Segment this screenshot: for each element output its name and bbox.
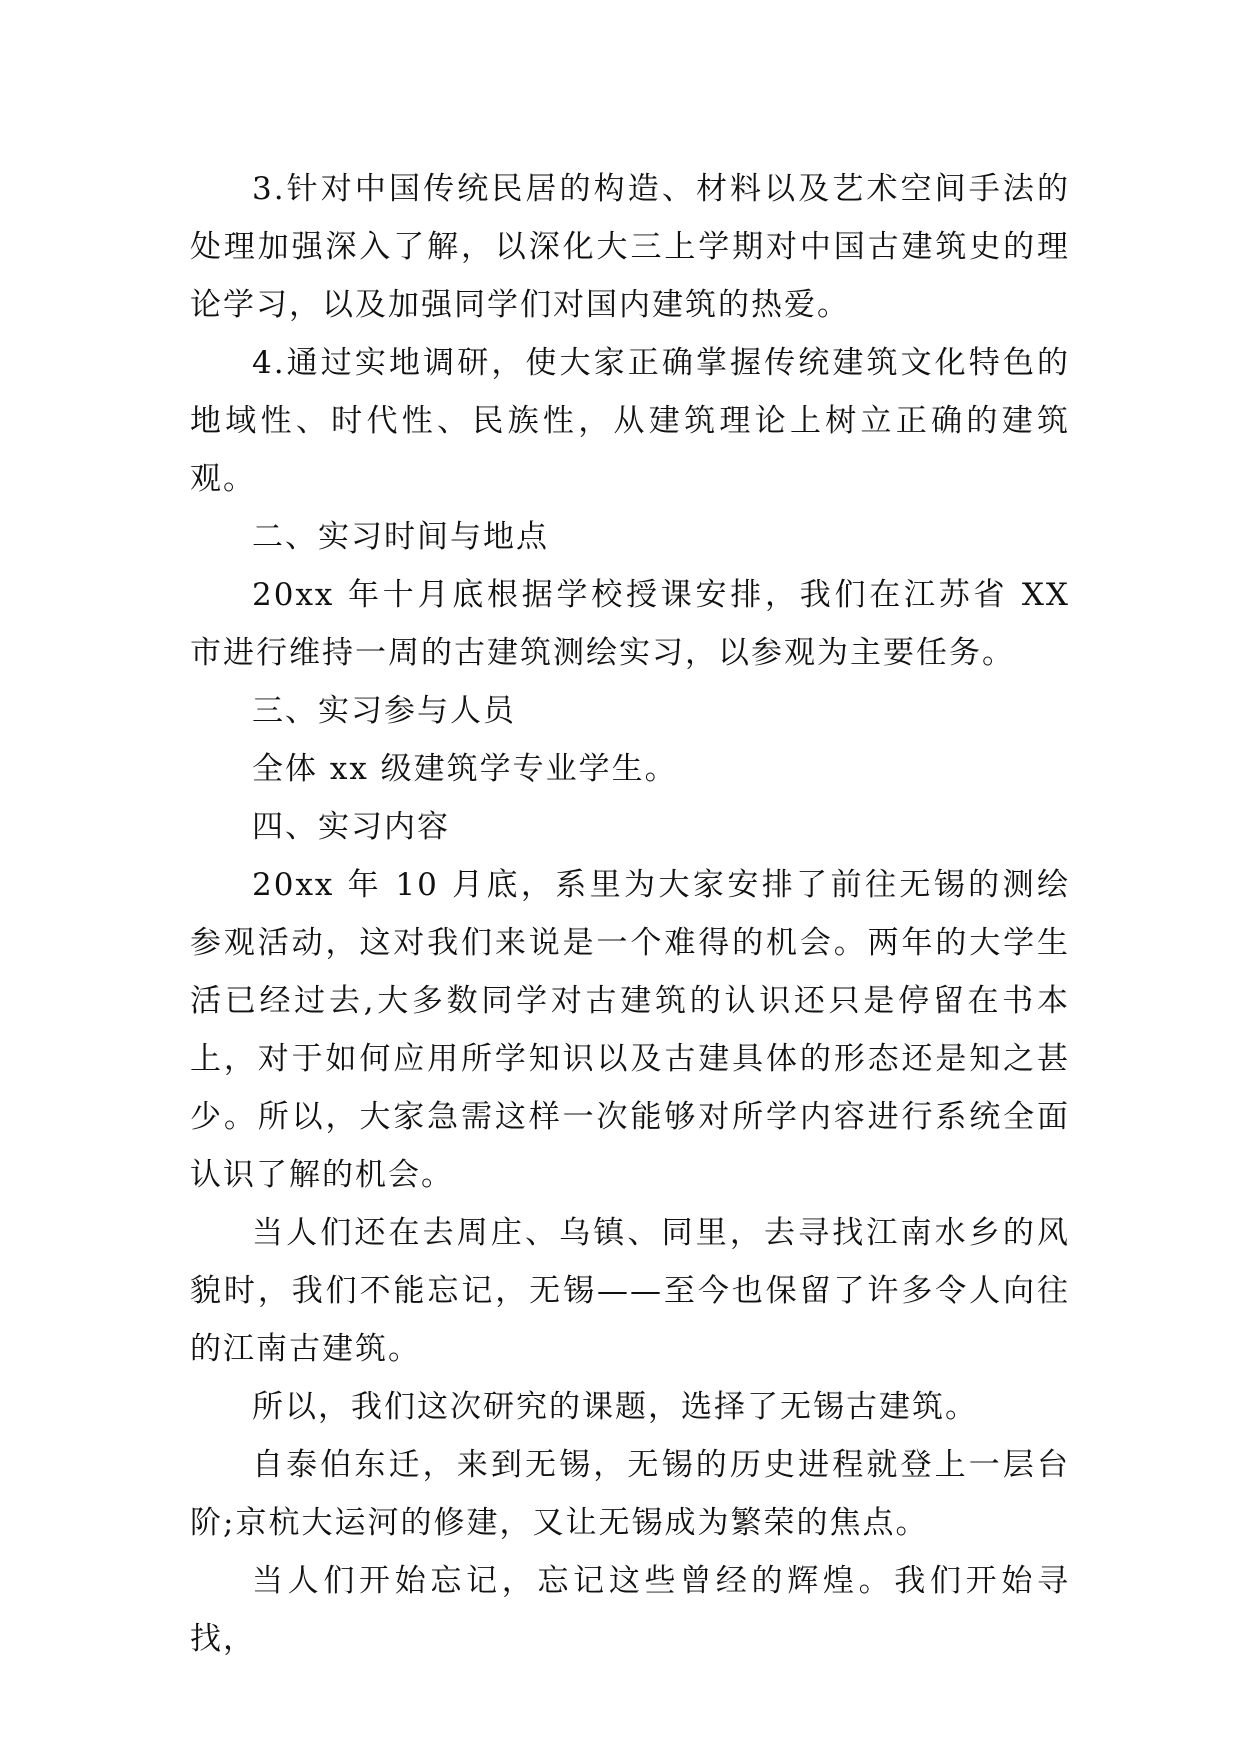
paragraph-objective-3: 3.针对中国传统民居的构造、材料以及艺术空间手法的处理加强深入了解，以深化大三上学期对中国古建筑史的理论学习，以及加强同学们对国内建筑的热爱。 xyxy=(190,171,1070,323)
paragraph-participants: 全体 xx 级建筑学专业学生。 xyxy=(252,751,678,787)
paragraph-content-intro: 20xx 年 10 月底，系里为大家安排了前往无锡的测绘参观活动，这对我们来说是一个难得的机会。两年的大学生活已经过去,大多数同学对古建筑的认识还只是停留在书本上，对于如何应用所学知识以及古建具体的形态还是知之甚少。所以，大家急需这样一次能够对所学内容进行系统全面认识了解的机会。 xyxy=(190,867,1070,1193)
section-heading-time-place: 二、实习时间与地点 xyxy=(252,519,549,555)
section-heading-participants: 三、实习参与人员 xyxy=(252,693,516,729)
document-body xyxy=(190,160,1070,1668)
paragraph-research-topic: 所以，我们这次研究的课题，选择了无锡古建筑。 xyxy=(252,1389,978,1425)
paragraph-wuxi-architecture: 当人们还在去周庄、乌镇、同里，去寻找江南水乡的风貌时，我们不能忘记，无锡——至今也保留了许多令人向往的江南古建筑。 xyxy=(190,1215,1070,1367)
paragraph-search: 当人们开始忘记，忘记这些曾经的辉煌。我们开始寻找， xyxy=(190,1563,1070,1657)
paragraph-objective-4: 4.通过实地调研，使大家正确掌握传统建筑文化特色的地域性、时代性、民族性，从建筑理论上树立正确的建筑观。 xyxy=(190,345,1070,497)
paragraph-time-place: 20xx 年十月底根据学校授课安排，我们在江苏省 XX 市进行维持一周的古建筑测绘实习，以参观为主要任务。 xyxy=(190,577,1070,671)
section-heading-content: 四、实习内容 xyxy=(252,809,450,845)
paragraph-wuxi-history: 自泰伯东迁，来到无锡，无锡的历史进程就登上一层台阶;京杭大运河的修建，又让无锡成为繁荣的焦点。 xyxy=(190,1447,1070,1541)
